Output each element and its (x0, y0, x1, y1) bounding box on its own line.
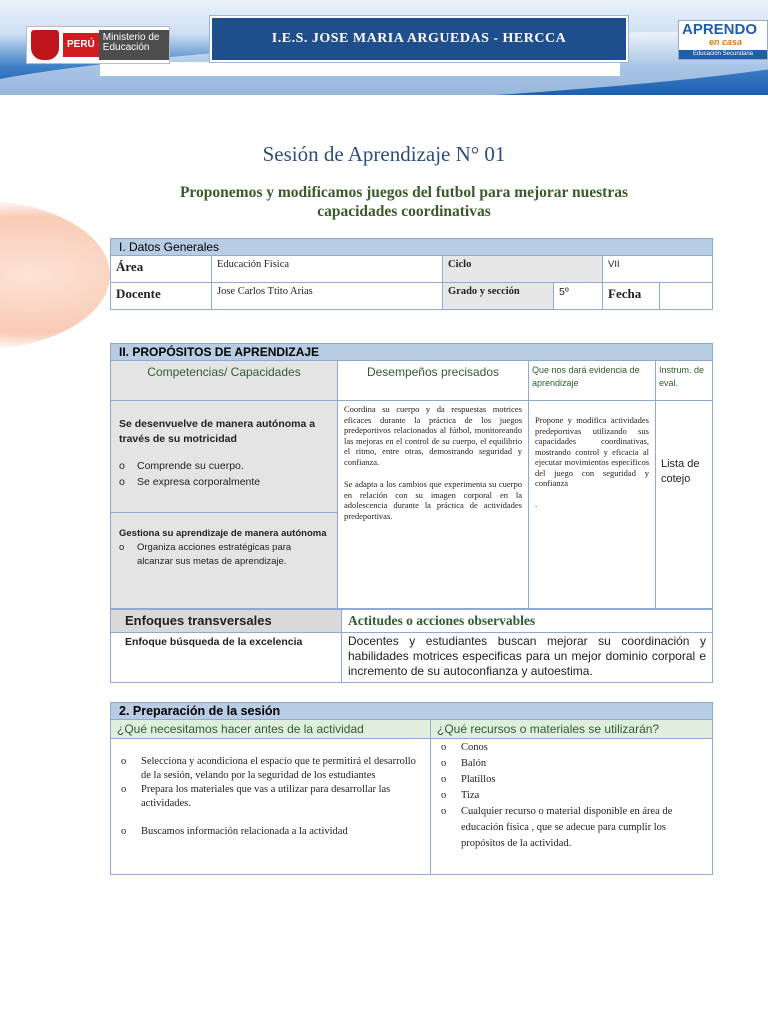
enfoques-table (110, 609, 713, 683)
ministry-name: Ministerio de Educación (99, 30, 169, 60)
banner-white-bar (100, 62, 620, 76)
session-subtitle: Proponemos y modificamos juegos del futbol para mejorar nuestras capacidades coordinativas (179, 184, 629, 220)
ciclo-value: VII (603, 256, 713, 283)
competencia-1 (111, 401, 338, 513)
col-competencias: Competencias/ Capacidades (111, 361, 338, 401)
aprendo-level: Educación Secundaria (679, 50, 767, 59)
competencia-1-capacidades (119, 459, 329, 490)
competencia-2-capacidades (119, 541, 329, 569)
decorative-circle (0, 200, 110, 350)
capacidad-item: o Comprende su cuerpo. (119, 459, 329, 474)
datos-heading: I. Datos Generales (111, 239, 713, 256)
enfoques-label: Enfoques transversales (111, 610, 342, 633)
recurso-item: o Cualquier recurso o material disponible en área de educación física , que se adecue para cumplir los propósitos de la actividad. (435, 804, 706, 852)
actitud-value: Docentes y estudiantes buscan mejorar su coordinación y habilidades motrices especificas para un mejor dominio corporal e incremento de su autoconfianza y autoestima. (342, 633, 713, 683)
antes-cell (111, 739, 431, 875)
competencia-1-title: Se desenvuelve de manera autónoma a través de su motricidad (119, 418, 316, 445)
recursos-cell (431, 739, 713, 875)
aprendo-main: APRENDO (682, 21, 758, 38)
col-evidencia: Que nos dará evidencia de aprendizaje (529, 361, 656, 401)
school-banner (210, 16, 628, 62)
desempenos-cell (338, 401, 529, 609)
ministry-country: PERÚ (63, 33, 99, 57)
aprendo-en-casa-logo (678, 20, 768, 60)
propositos-heading: II. PROPÓSITOS DE APRENDIZAJE (111, 344, 713, 361)
preparacion-table (110, 702, 713, 875)
preparacion-heading: 2. Preparación de la sesión (111, 703, 713, 720)
antes-item: o Buscamos información relacionada a la actividad (115, 825, 424, 839)
competencia-2 (111, 513, 338, 609)
docente-label: Docente (111, 283, 212, 310)
grado-value: 5º (554, 283, 603, 310)
antes-item: o Prepara los materiales que vas a utilizar para desarrollar las actividades. (115, 783, 424, 811)
aprendo-sub: en casa (709, 37, 743, 47)
desempeno-2: Se adapta a los cambios que experimenta su cuerpo en relación con su imagen corporal en la adolescencia durante la práctica de actividades predeportivas. (344, 479, 522, 521)
q-antes: ¿Qué necesitamos hacer antes de la actividad (111, 720, 431, 739)
antes-item: o Selecciona y acondiciona el espacio que te permitirá el desarrollo de la sesión, velando por la seguridad de los estudiantes (115, 755, 424, 783)
enfoque-value: Enfoque búsqueda de la excelencia (111, 633, 342, 683)
recurso-item: o Conos (435, 740, 706, 756)
instrumento-value: Lista de cotejo (656, 401, 713, 609)
datos-generales-table (110, 238, 713, 310)
grado-label: Grado y sección (443, 283, 554, 310)
school-name: I.E.S. JOSE MARIA ARGUEDAS - HERCCA (271, 31, 567, 46)
q-recursos: ¿Qué recursos o materiales se utilizarán? (431, 720, 713, 739)
recursos-list (435, 740, 706, 852)
session-title: Sesión de Aprendizaje N° 01 (262, 142, 506, 166)
evidencia-cell (529, 401, 656, 609)
area-label: Área (111, 256, 212, 283)
coat-of-arms-icon (31, 30, 59, 60)
area-value: Educación Física (212, 256, 443, 283)
evidencia-dot: . (535, 498, 538, 509)
docente-value: Jose Carlos Ttito Arias (212, 283, 443, 310)
col-instrumento: Instrum. de eval. (656, 361, 713, 401)
capacidad-item: o Se expresa corporalmente (119, 475, 329, 490)
fecha-value (660, 283, 713, 310)
capacidad-item: o Organiza acciones estratégicas para alcanzar sus metas de aprendizaje. (119, 541, 329, 569)
fecha-label: Fecha (603, 283, 660, 310)
actitudes-label: Actitudes o acciones observables (342, 610, 713, 633)
ciclo-label: Ciclo (443, 256, 603, 283)
propositos-table (110, 343, 713, 609)
col-desempenos: Desempeños precisados (338, 361, 529, 401)
competencia-2-title: Gestiona su aprendizaje de manera autónoma (119, 528, 327, 539)
recurso-item: o Balón (435, 756, 706, 772)
recurso-item: o Platillos (435, 772, 706, 788)
recurso-item: o Tiza (435, 788, 706, 804)
desempeno-1: Coordina su cuerpo y da respuestas motrices eficaces durante la práctica de los juegos predeportivos relacionados al fútbol, monitoreando las mejoras en el control de su cuerpo, el equilibrio el ritmo, entre otras, demostrando seguridad y confianza. (344, 404, 522, 467)
antes-list (115, 755, 424, 839)
evidencia-text: Propone y modifica actividades predeportivas utilizando sus capacidades coordinativas, mostrando control y eficacia al ejecutar movimientos específicos del juego con seguridad y confianza (535, 415, 649, 488)
ministry-logo (26, 26, 170, 64)
